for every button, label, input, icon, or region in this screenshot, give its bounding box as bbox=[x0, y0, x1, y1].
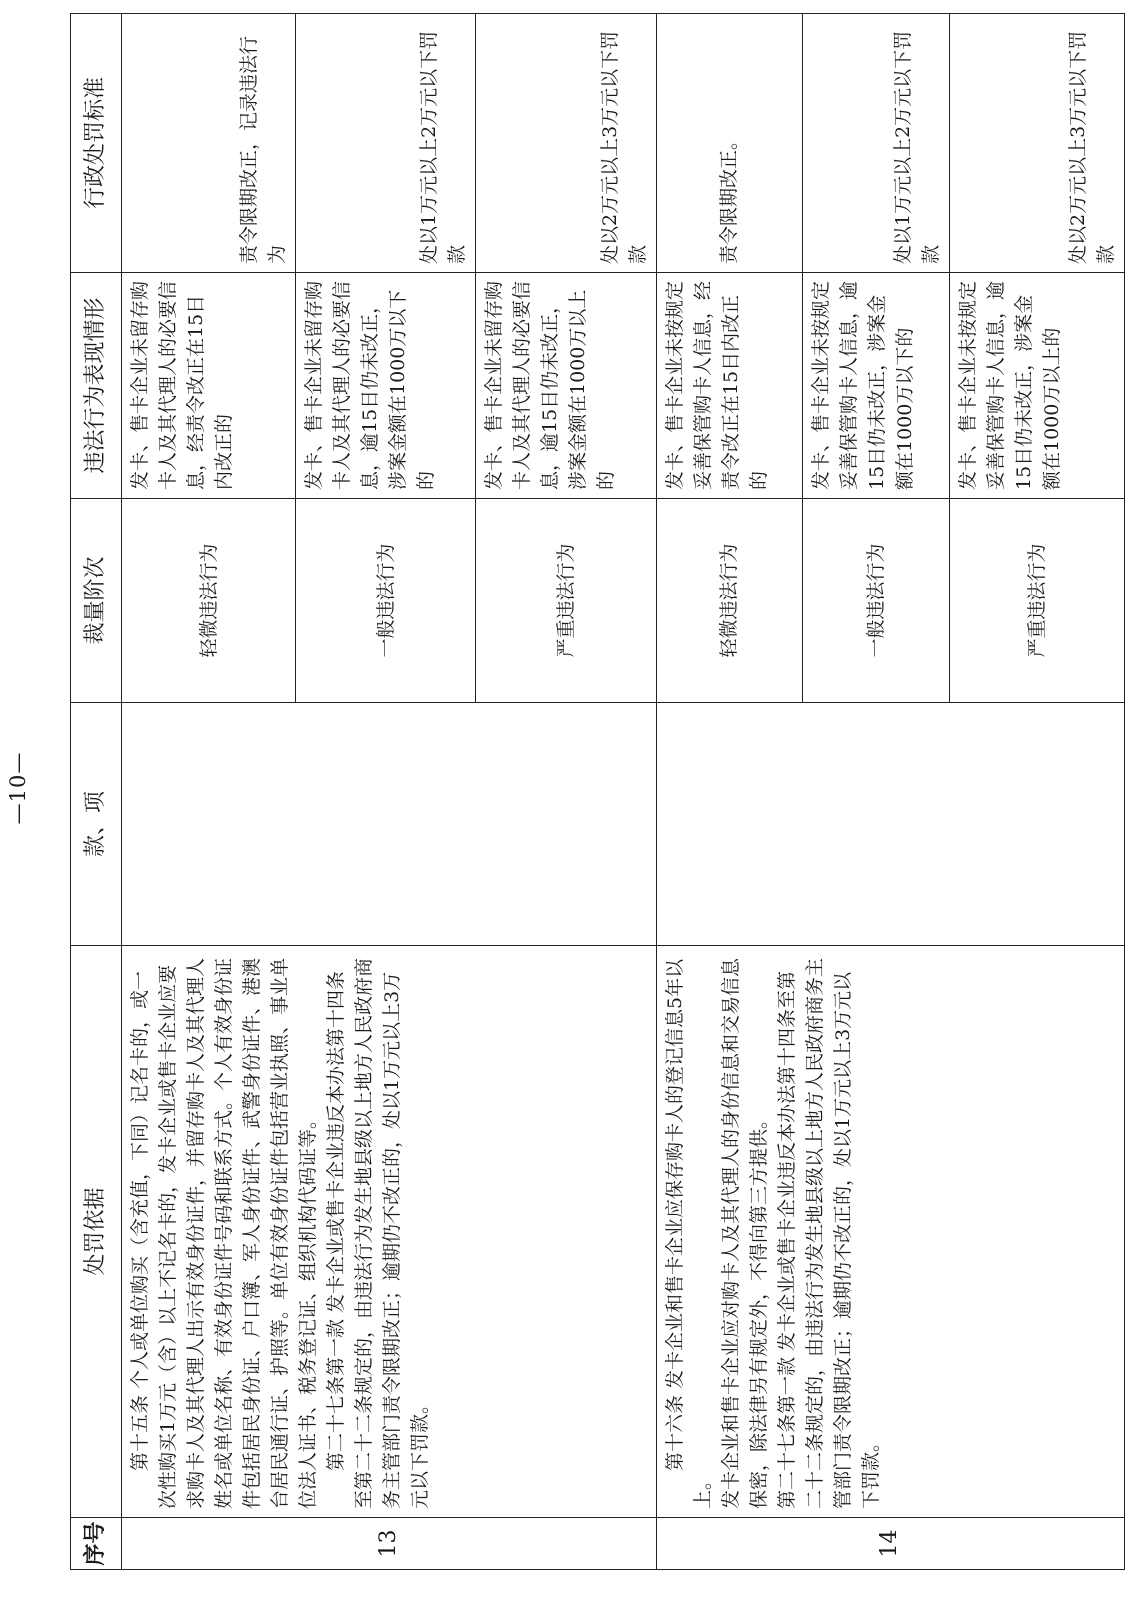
table-row bbox=[656, 14, 802, 1570]
level-cell: 严重违法行为 bbox=[476, 499, 656, 703]
table-header-row bbox=[71, 14, 122, 1570]
table-row bbox=[122, 14, 296, 1570]
row-item bbox=[122, 703, 657, 946]
standard-cell: 处以2万元以上3万元以下罚款 bbox=[476, 14, 656, 273]
behavior-cell: 发卡、售卡企业未留存购卡人及其代理人的必要信息，逾15日仍未改正，涉案金额在1000万以上的 bbox=[476, 273, 656, 499]
header-seq: 序号 bbox=[71, 1518, 122, 1570]
standard-cell: 处以1万元以上2万元以下罚款 bbox=[296, 14, 476, 273]
basis-paragraph: 第二十七条第一款 发卡企业或售卡企业违反本办法第十四条至第二十二条规定的，由违法行为发生地县级以上地方人民政府商务主管部门责令限期改正；逾期仍不改正的，处以1万元以上3万元以下罚款。 bbox=[775, 957, 882, 1509]
basis-paragraph: 第二十七条第一款 发卡企业或售卡企业违反本办法第十四条至第二十二条规定的，由违法行为发生地县级以上地方人民政府商务主管部门责令限期改正；逾期仍不改正的，处以1万元以上3万元以下罚款。 bbox=[325, 957, 431, 1509]
header-behavior: 违法行为表现情形 bbox=[71, 273, 122, 499]
level-cell: 一般违法行为 bbox=[296, 499, 476, 703]
header-item: 款、项 bbox=[71, 703, 122, 946]
level-cell: 一般违法行为 bbox=[803, 499, 949, 703]
standard-cell: 处以1万元以上2万元以下罚款 bbox=[803, 14, 949, 273]
header-basis: 处罚依据 bbox=[71, 946, 122, 1518]
behavior-cell: 发卡、售卡企业未按规定妥善保管购卡人信息，逾15日仍未改正，涉案金额在1000万以上的 bbox=[949, 273, 1124, 499]
basis-paragraph: 发卡企业和售卡企业应对购卡人及其代理人的身份信息和交易信息保密，除法律另有规定外，不得向第三方提供。 bbox=[719, 957, 770, 1509]
standard-cell: 处以2万元以上3万元以下罚款 bbox=[949, 14, 1124, 273]
behavior-cell: 发卡、售卡企业未按规定妥善保管购卡人信息，经责令改正在15日内改正的 bbox=[656, 273, 802, 499]
basis-paragraph: 第十五条 个人或单位购买（含充值，下同）记名卡的，或一次性购买1万元（含）以上不记名卡的，发卡企业或售卡企业应要求购卡人及其代理人出示有效身份证件，并留存购卡人及其代理人姓名或单位名称、有效身份证件号码和联系方式。个人有效身份证件包括居民身份证、户口簿、军人身份证件、武警身份证件、港澳台居民通行证、护照等。单位有效身份证件包括营业执照、事业单位法人证书、税务登记证、组织机构代码证等。 bbox=[129, 957, 319, 1509]
level-cell: 严重违法行为 bbox=[949, 499, 1124, 703]
standard-cell: 责令限期改正。 bbox=[656, 14, 802, 273]
row-item bbox=[656, 703, 1124, 946]
behavior-cell: 发卡、售卡企业未按规定妥善保管购卡人信息，逾15日仍未改正，涉案金额在1000万以下的 bbox=[803, 273, 949, 499]
level-cell: 轻微违法行为 bbox=[122, 499, 296, 703]
behavior-cell: 发卡、售卡企业未留存购卡人及其代理人的必要信息，经责令改正在15日内改正的 bbox=[122, 273, 296, 499]
behavior-cell: 发卡、售卡企业未留存购卡人及其代理人的必要信息，逾15日仍未改正，涉案金额在1000万以下的 bbox=[296, 273, 476, 499]
header-standard: 行政处罚标准 bbox=[71, 14, 122, 273]
header-level: 裁量阶次 bbox=[71, 499, 122, 703]
standard-cell: 责令限期改正，记录违法行为 bbox=[122, 14, 296, 273]
basis-paragraph: 第十六条 发卡企业和售卡企业应保存购卡人的登记信息5年以上。 bbox=[663, 958, 714, 1509]
page-number: —10— bbox=[6, 751, 30, 825]
row-basis bbox=[122, 946, 657, 1518]
penalty-table bbox=[70, 13, 1125, 1570]
row-basis bbox=[656, 946, 1124, 1518]
level-cell: 轻微违法行为 bbox=[656, 499, 802, 703]
row-seq: 13 bbox=[122, 1518, 657, 1570]
row-seq: 14 bbox=[656, 1518, 1124, 1570]
